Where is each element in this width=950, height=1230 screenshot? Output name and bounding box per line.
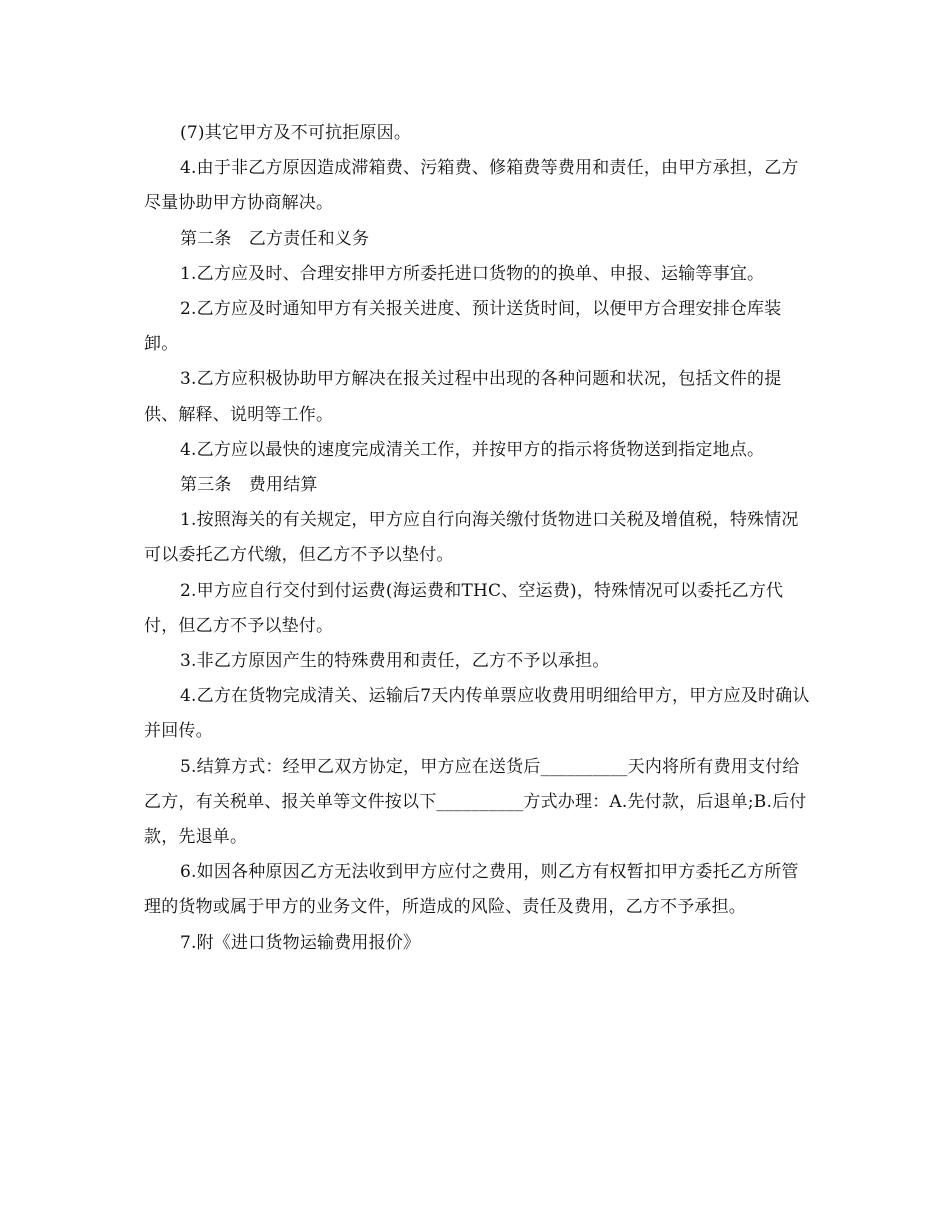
section-heading: 第二条 乙方责任和义务 [180, 228, 370, 249]
clause-paragraph: 4.乙方应以最快的速度完成清关工作，并按甲方的指示将货物送到指定地点。 [180, 439, 765, 460]
clause-paragraph: 4.乙方在货物完成清关、运输后7天内传单票应收费用明细给甲方，甲方应及时确认并回传。 [144, 686, 810, 742]
clause-paragraph: 3.非乙方原因产生的特殊费用和责任，乙方不予以承担。 [180, 651, 610, 672]
clause-paragraph: 6.如因各种原因乙方无法收到甲方应付之费用，则乙方有权暂扣甲方委托乙方所管理的货物或属于甲方的业务文件，所造成的风险、责任及费用，乙方不予承担。 [144, 862, 799, 918]
clause-paragraph: 7.附《进口货物运输费用报价》 [180, 932, 421, 953]
clause-paragraph: 3.乙方应积极协助甲方解决在报关过程中出现的各种问题和状况，包括文件的提供、解释、说明等工作。 [144, 369, 782, 425]
clause-paragraph: 5.结算方式：经甲乙双方协定，甲方应在送货后__________天内将所有费用支付给乙方，有关税单、报关单等文件按以下__________方式办理：A.先付款，后退单;B.后付款，先退单。 [144, 756, 807, 848]
clause-paragraph: (7)其它甲方及不可抗拒原因。 [180, 123, 412, 143]
clause-paragraph: 4.由于非乙方原因造成滞箱费、污箱费、修箱费等费用和责任，由甲方承担，乙方尽量协助甲方协商解决。 [144, 158, 799, 214]
section-heading: 第三条 费用结算 [180, 475, 318, 496]
contract-body [144, 116, 810, 961]
clause-paragraph: 2.乙方应及时通知甲方有关报关进度、预计送货时间，以便甲方合理安排仓库装卸。 [144, 299, 782, 355]
clause-paragraph: 2.甲方应自行交付到付运费(海运费和THC、空运费)，特殊情况可以委托乙方代付，但乙方不予以垫付。 [144, 580, 784, 636]
clause-paragraph: 1.按照海关的有关规定，甲方应自行向海关缴付货物进口关税及增值税，特殊情况可以委托乙方代缴，但乙方不予以垫付。 [144, 510, 799, 566]
clause-paragraph: 1.乙方应及时、合理安排甲方所委托进口货物的的换单、申报、运输等事宜。 [180, 263, 765, 284]
